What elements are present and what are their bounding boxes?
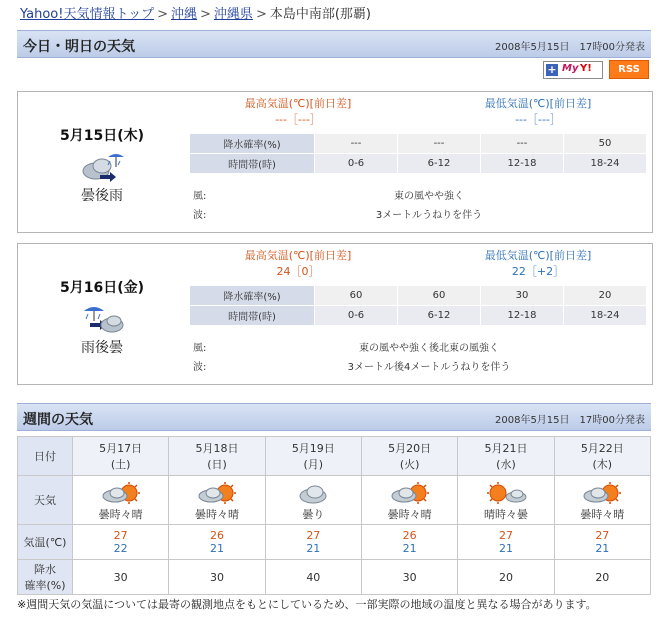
weather-text: 曇後雨	[81, 188, 123, 204]
week-rain-cell: 30	[361, 560, 457, 595]
rain-then-cloudy-icon	[80, 301, 124, 337]
time-cell: 18-24	[564, 154, 647, 174]
today-tomorrow-header	[17, 30, 651, 58]
week-date: 5月20日	[388, 442, 432, 455]
temperature-header	[188, 247, 648, 279]
breadcrumb-link-okinawa[interactable]: 沖縄	[171, 7, 198, 22]
time-label: 時間帯(時)	[190, 154, 315, 174]
date-label: 日付	[18, 437, 73, 476]
wind-label: 風:	[193, 191, 207, 202]
week-rain-cell: 30	[169, 560, 265, 595]
week-weather-cell	[361, 476, 457, 525]
rain-cell: 60	[315, 286, 398, 306]
breadcrumb-separator: >	[255, 7, 267, 22]
high-temp-value: 24［0］	[276, 265, 320, 278]
cloudy-icon	[291, 482, 335, 506]
week-date: 5月21日	[484, 442, 528, 455]
week-weather-text: 晴時々曇	[483, 507, 528, 521]
high-temp-value: ---［---］	[275, 113, 321, 126]
low-temp-value: ---［---］	[515, 113, 561, 126]
week-low: 21	[498, 542, 513, 555]
rain-label: 降水確率(%)	[190, 134, 315, 154]
week-weather-text: 曇時々晴	[98, 507, 143, 521]
week-temp-cell	[169, 525, 265, 560]
cloudy-sometimes-sunny-icon	[195, 482, 239, 506]
rain-cell: ---	[398, 134, 481, 154]
week-low: 21	[595, 542, 610, 555]
rain-cell: 60	[398, 286, 481, 306]
week-weather-cell	[554, 476, 650, 525]
week-temp-cell	[361, 525, 457, 560]
rain-table	[189, 285, 647, 326]
week-weather-cell	[73, 476, 169, 525]
footnote: ※週間天気の気温については最寄の観測地点をもとにしているため、一部実際の地域の温度と異なる場合があります。	[17, 598, 597, 611]
wind-label: 風:	[193, 343, 207, 354]
wind-value: 東の風やや強く後北東の風強く	[359, 343, 499, 354]
week-dow: (火)	[399, 458, 420, 471]
week-date-cell	[265, 437, 361, 476]
time-cell: 6-12	[398, 306, 481, 326]
week-date-cell	[554, 437, 650, 476]
issued-time: 2008年5月15日 17時00分発表	[495, 42, 645, 53]
week-high: 27	[595, 529, 610, 542]
week-dow: (水)	[496, 458, 516, 471]
breadcrumb-link-okinawa-pref[interactable]: 沖縄県	[213, 7, 253, 22]
time-cell: 6-12	[398, 154, 481, 174]
section-title: 週間の天気	[23, 412, 93, 428]
week-weather-text: 曇時々晴	[580, 507, 625, 521]
week-rain-cell: 20	[554, 560, 650, 595]
high-temp	[198, 247, 398, 279]
wind-value: 東の風やや強く	[394, 191, 464, 202]
rss-button[interactable]: RSS	[609, 60, 649, 79]
high-temp-label: 最高気温(℃)[前日差]	[244, 249, 352, 262]
weather-label: 天気	[18, 476, 73, 525]
time-cell: 0-6	[315, 306, 398, 326]
week-weather-text: 曇時々晴	[387, 507, 432, 521]
wave-value: 3メートルうねりを伴う	[375, 210, 483, 221]
rain-label: 降水確率(%)	[190, 286, 315, 306]
cloudy-sometimes-sunny-icon	[99, 482, 143, 506]
week-weather-cell	[458, 476, 554, 525]
rain-prob-label-line2: 確率(%)	[24, 579, 66, 592]
forecast-date: 5月16日(金)	[59, 280, 145, 296]
cloudy-sometimes-sunny-icon	[388, 482, 432, 506]
week-rain-cell: 30	[73, 560, 169, 595]
high-temp-label: 最高気温(℃)[前日差]	[244, 97, 352, 110]
temperature-header	[188, 95, 648, 127]
week-weather-cell	[169, 476, 265, 525]
breadcrumb-separator: >	[200, 7, 211, 22]
week-temp-cell	[554, 525, 650, 560]
issued-time: 2008年5月15日 17時00分発表	[495, 415, 645, 426]
day-forecast-today	[17, 91, 653, 233]
week-date-cell	[169, 437, 265, 476]
rain-cell: ---	[481, 134, 564, 154]
week-low: 21	[306, 542, 321, 555]
week-high: 26	[209, 529, 224, 542]
wave-label: 波:	[193, 210, 207, 221]
low-temp	[438, 247, 638, 279]
week-date: 5月19日	[291, 442, 335, 455]
rain-cell: 20	[564, 286, 647, 306]
time-cell: 12-18	[481, 306, 564, 326]
weather-text: 雨後曇	[81, 340, 123, 356]
breadcrumb	[20, 3, 371, 22]
week-date-cell	[361, 437, 457, 476]
low-temp-label: 最低気温(℃)[前日差]	[484, 249, 592, 262]
week-high: 27	[498, 529, 513, 542]
sunny-sometimes-cloudy-icon	[484, 482, 528, 506]
low-temp-label: 最低気温(℃)[前日差]	[484, 97, 592, 110]
week-dow: (日)	[207, 458, 227, 471]
week-dow: (月)	[303, 458, 324, 471]
week-high: 26	[402, 529, 417, 542]
rain-table	[189, 133, 647, 174]
week-temp-cell	[458, 525, 554, 560]
week-high: 27	[306, 529, 321, 542]
wave-label: 波:	[193, 362, 207, 373]
cloudy-sometimes-sunny-icon	[580, 482, 624, 506]
rain-cell: ---	[315, 134, 398, 154]
wave-value: 3メートル後4メートルうねりを伴う	[347, 362, 511, 373]
low-temp-value: 22［+2］	[511, 265, 565, 278]
weekly-table	[17, 436, 651, 595]
time-cell: 12-18	[481, 154, 564, 174]
wind-wave-info	[189, 184, 649, 222]
breadcrumb-link-top[interactable]: Yahoo!天気情報トップ	[20, 7, 155, 22]
yahoo-label: Y!	[580, 63, 592, 74]
forecast-date: 5月15日(木)	[59, 128, 145, 144]
week-weather-cell	[265, 476, 361, 525]
week-low: 21	[209, 542, 224, 555]
week-rain-cell: 40	[265, 560, 361, 595]
time-label: 時間帯(時)	[190, 306, 315, 326]
low-temp	[438, 95, 638, 127]
plus-icon: +	[547, 63, 557, 76]
breadcrumb-current: 本島中南部(那覇)	[269, 7, 371, 22]
week-date: 5月22日	[580, 442, 624, 455]
cloudy-then-rain-icon	[80, 149, 124, 185]
time-cell: 18-24	[564, 306, 647, 326]
week-date-cell	[458, 437, 554, 476]
week-rain-cell: 20	[458, 560, 554, 595]
week-weather-text: 曇時々晴	[194, 507, 239, 521]
week-date: 5月17日	[99, 442, 143, 455]
week-date: 5月18日	[195, 442, 239, 455]
rain-prob-label	[18, 560, 73, 595]
breadcrumb-separator: >	[157, 7, 168, 22]
day-forecast-tomorrow	[17, 243, 653, 385]
week-low: 22	[113, 542, 128, 555]
high-temp	[198, 95, 398, 127]
week-temp-cell	[73, 525, 169, 560]
week-date-cell	[73, 437, 169, 476]
week-high: 27	[113, 529, 128, 542]
week-dow: (木)	[592, 458, 613, 471]
toolbar	[539, 59, 649, 81]
add-to-my-yahoo-button[interactable]	[543, 61, 603, 79]
week-weather-text: 曇り	[302, 507, 325, 521]
rain-cell: 30	[481, 286, 564, 306]
section-title: 今日・明日の天気	[23, 39, 135, 55]
week-low: 21	[402, 542, 417, 555]
weekly-header	[17, 403, 651, 431]
week-temp-cell	[265, 525, 361, 560]
wind-wave-info	[189, 336, 649, 374]
time-cell: 0-6	[315, 154, 398, 174]
my-label: My	[562, 63, 579, 74]
temp-label: 気温(℃)	[18, 525, 73, 560]
week-dow: (土)	[110, 458, 131, 471]
rain-cell: 50	[564, 134, 647, 154]
rain-prob-label-line1: 降水	[34, 563, 56, 576]
